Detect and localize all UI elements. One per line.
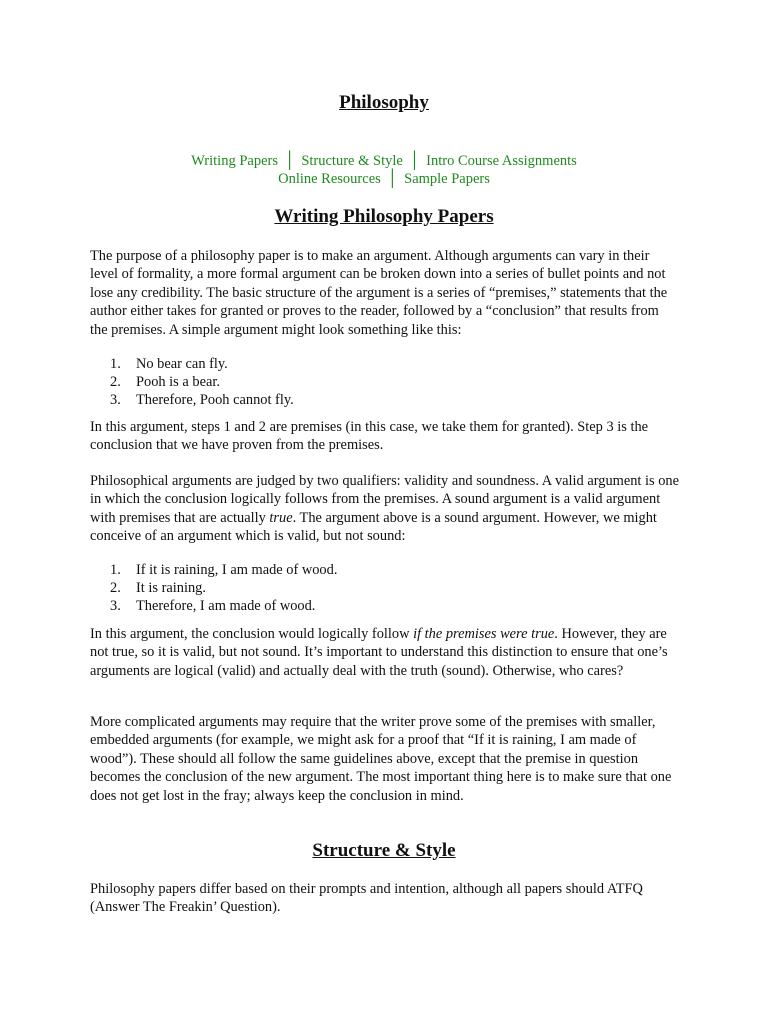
paragraph-validity-soundness: Philosophical arguments are judged by two qualifiers: validity and soundness. A valid argument is one in which the conclusion logically follows from the premises. A sound argument is a valid argument with premises that are actually true. The argument above is a sound argument. However, we might conceive of an argument which is valid, but not sound: xyxy=(90,473,679,545)
argument-list-wood xyxy=(110,561,670,615)
paragraph-purpose: The purpose of a philosophy paper is to make an argument. Although arguments can vary in their level of formality, a more formal argument can be broken down into a series of bullet points and not lose any credibility. The basic structure of the argument is a series of “premises,” statements that the author either takes for granted or proves to the reader, followed by a “conclusion” that results from the premises. A simple argument might look something like this: xyxy=(90,248,668,338)
section-heading-structure-style: Structure & Style xyxy=(312,840,456,861)
nav-separator: │ xyxy=(386,170,399,187)
nav-link-intro-course-assignments[interactable]: Intro Course Assignments xyxy=(426,153,577,169)
list-item: 2. Pooh is a bear. xyxy=(110,374,220,390)
paragraph-valid-not-sound: In this argument, the conclusion would logically follow if the premises were true. However, they are not true, so it is valid, but not sound. It’s important to understand this distinction to ensure that one’s arguments are logical (valid) and actually deal with the truth (sound). Otherwise, who cares? xyxy=(90,626,668,679)
nav-link-online-resources[interactable]: Online Resources xyxy=(278,171,381,187)
paragraph-complicated-arguments: More complicated arguments may require that the writer prove some of the premises with smaller, embedded arguments (for example, we might ask for a proof that “If it is raining, I am made of wood”). These should all follow the same guidelines above, except that the premise in question becomes the conclusion of the new argument. The most important thing here is to make sure that one does not get lost in the fray; always keep the conclusion in mind. xyxy=(90,714,672,804)
nav-separator: │ xyxy=(283,152,296,169)
argument-list-pooh xyxy=(110,355,670,409)
list-item: 3. Therefore, I am made of wood. xyxy=(110,598,316,614)
nav-link-writing-papers[interactable]: Writing Papers xyxy=(191,153,278,169)
nav-row-1 xyxy=(0,152,768,170)
page-title: Philosophy xyxy=(339,92,429,113)
list-item: 3. Therefore, Pooh cannot fly. xyxy=(110,392,294,408)
section-heading-writing-philosophy-papers: Writing Philosophy Papers xyxy=(274,206,494,227)
list-item: 1. If it is raining, I am made of wood. xyxy=(110,562,338,578)
nav-link-sample-papers[interactable]: Sample Papers xyxy=(404,171,490,187)
nav-row-2 xyxy=(0,170,768,188)
nav-separator: │ xyxy=(408,152,421,169)
paragraph-atfq: Philosophy papers differ based on their prompts and intention, although all papers should ATFQ (Answer The Freakin’ Question). xyxy=(90,881,643,916)
nav-link-structure-style[interactable]: Structure & Style xyxy=(301,153,403,169)
list-item: 1. No bear can fly. xyxy=(110,356,228,372)
list-item: 2. It is raining. xyxy=(110,580,206,596)
paragraph-premises-explained: In this argument, steps 1 and 2 are premises (in this case, we take them for granted). Step 3 is the conclusion that we have proven from the premises. xyxy=(90,419,649,454)
